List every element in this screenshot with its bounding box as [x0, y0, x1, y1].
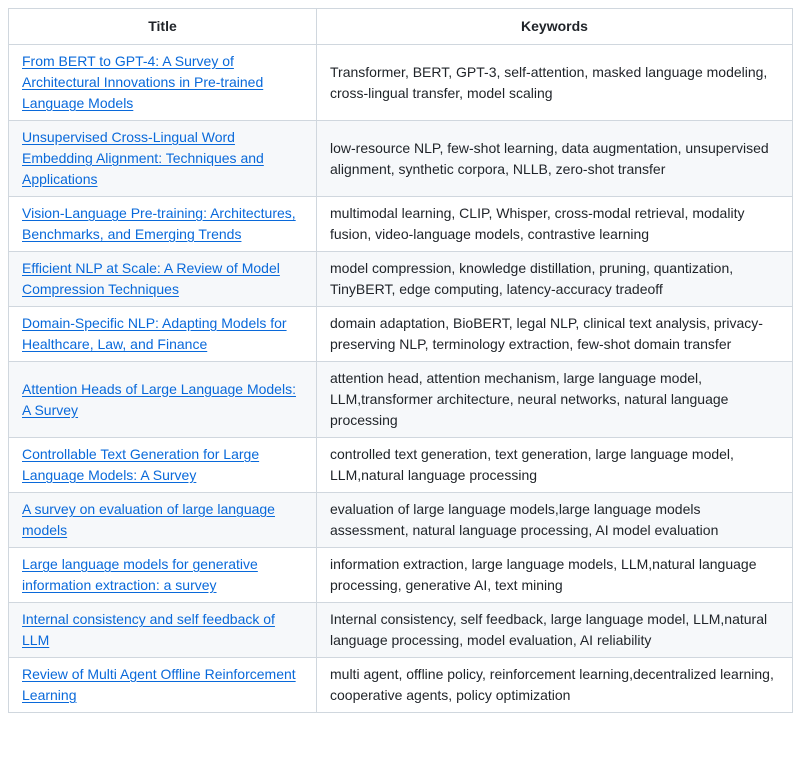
paper-title-link[interactable]: Controllable Text Generation for Large Language Models: A Survey	[22, 446, 260, 483]
papers-table	[8, 8, 793, 713]
keywords-cell: domain adaptation, BioBERT, legal NLP, clinical text analysis, privacy-preserving NLP, terminology extraction, few-shot domain transfer	[317, 307, 793, 362]
paper-title-link[interactable]: Efficient NLP at Scale: A Review of Model Compression Techniques	[22, 260, 280, 297]
keywords-cell: multimodal learning, CLIP, Whisper, cross-modal retrieval, modality fusion, video-language models, contrastive learning	[317, 197, 793, 252]
column-header-keywords: Keywords	[317, 9, 793, 45]
title-cell	[9, 603, 317, 658]
title-cell	[9, 658, 317, 713]
table-row	[9, 197, 793, 252]
column-header-title: Title	[9, 9, 317, 45]
keywords-cell: multi agent, offline policy, reinforcement learning,decentralized learning, cooperative agents, policy optimization	[317, 658, 793, 713]
paper-title-link[interactable]: A survey on evaluation of large language models	[22, 501, 275, 538]
table-row	[9, 252, 793, 307]
title-cell	[9, 197, 317, 252]
title-cell	[9, 45, 317, 121]
keywords-cell: Internal consistency, self feedback, large language model, LLM,natural language processing, model evaluation, AI reliability	[317, 603, 793, 658]
keywords-cell: information extraction, large language models, LLM,natural language processing, generative AI, text mining	[317, 548, 793, 603]
table-row	[9, 658, 793, 713]
title-cell	[9, 362, 317, 438]
keywords-cell: controlled text generation, text generation, large language model, LLM,natural language processing	[317, 438, 793, 493]
paper-title-link[interactable]: Attention Heads of Large Language Models: A Survey	[22, 380, 296, 418]
title-cell	[9, 121, 317, 197]
table-row	[9, 603, 793, 658]
table-header-row	[9, 9, 793, 45]
title-cell	[9, 438, 317, 493]
table-row	[9, 362, 793, 438]
table-row	[9, 493, 793, 548]
keywords-cell: low-resource NLP, few-shot learning, data augmentation, unsupervised alignment, synthetic corpora, NLLB, zero-shot transfer	[317, 121, 793, 197]
keywords-cell: model compression, knowledge distillation, pruning, quantization, TinyBERT, edge computing, latency-accuracy tradeoff	[317, 252, 793, 307]
paper-title-link[interactable]: From BERT to GPT-4: A Survey of Architectural Innovations in Pre-trained Language Models	[22, 53, 264, 111]
title-cell	[9, 548, 317, 603]
paper-title-link[interactable]: Vision-Language Pre-training: Architectures, Benchmarks, and Emerging Trends	[22, 205, 296, 242]
title-cell	[9, 307, 317, 362]
paper-title-link[interactable]: Unsupervised Cross-Lingual Word Embedding Alignment: Techniques and Applications	[22, 129, 264, 187]
table-row	[9, 45, 793, 121]
table-row	[9, 121, 793, 197]
paper-title-link[interactable]: Internal consistency and self feedback of LLM	[22, 611, 275, 648]
table-row	[9, 307, 793, 362]
paper-title-link[interactable]: Large language models for generative information extraction: a survey	[22, 556, 258, 593]
title-cell	[9, 493, 317, 548]
table-row	[9, 548, 793, 603]
keywords-cell: evaluation of large language models,large language models assessment, natural language processing, AI model evaluation	[317, 493, 793, 548]
keywords-cell: attention head, attention mechanism, large language model, LLM,transformer architecture, neural networks, natural language processing	[317, 362, 793, 438]
keywords-cell: Transformer, BERT, GPT-3, self-attention, masked language modeling, cross-lingual transfer, model scaling	[317, 45, 793, 121]
paper-title-link[interactable]: Domain-Specific NLP: Adapting Models for Healthcare, Law, and Finance	[22, 315, 287, 352]
paper-title-link[interactable]: Review of Multi Agent Offline Reinforcement Learning	[22, 666, 296, 703]
title-cell	[9, 252, 317, 307]
table-row	[9, 438, 793, 493]
table-body	[9, 45, 793, 713]
